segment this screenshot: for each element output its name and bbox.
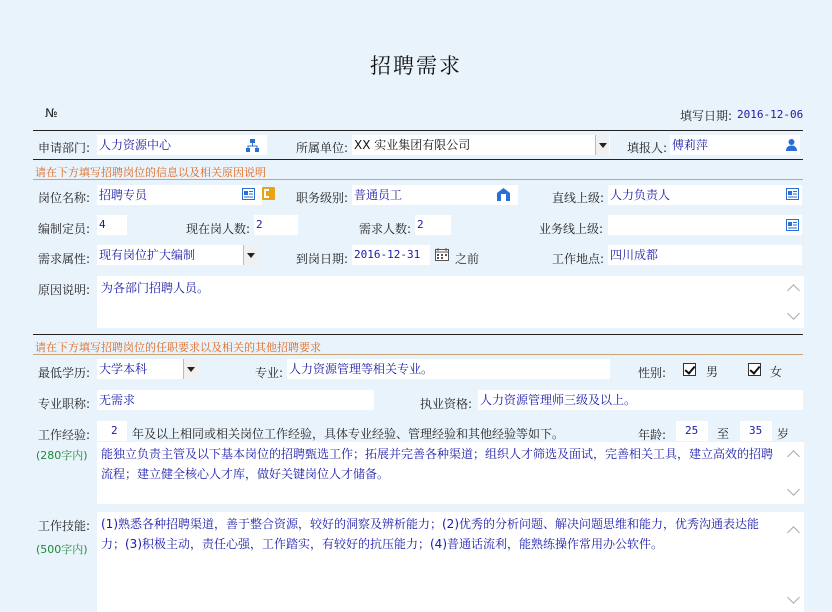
male-checkbox[interactable] bbox=[683, 363, 696, 376]
reporter-field[interactable]: 傅莉萍 bbox=[670, 135, 800, 155]
quota-field[interactable]: 4 bbox=[97, 215, 127, 235]
dept-field[interactable]: 人力资源中心 bbox=[97, 135, 267, 155]
gender-label: 性别: bbox=[638, 366, 667, 380]
unit-select[interactable]: XX 实业集团有限公司 bbox=[352, 135, 610, 155]
current-staff-label: 现在岗人数: bbox=[186, 222, 251, 236]
female-checkbox[interactable] bbox=[748, 363, 761, 376]
scroll-up-icon[interactable] bbox=[787, 450, 800, 463]
experience-textarea[interactable]: 能独立负责主管及以下基本岗位的招聘甄选工作；拓展并完善各种渠道；组织人才筛选及面试，完善相关工具，建立高效的招聘流程；建立健全核心人才库，做好关键岗位人才储备。 bbox=[97, 442, 804, 504]
age-to-field[interactable]: 35 bbox=[740, 421, 772, 441]
scroll-down-icon[interactable] bbox=[787, 591, 800, 604]
level-field[interactable]: 普通员工 bbox=[352, 185, 518, 205]
scroll-down-icon[interactable] bbox=[787, 483, 800, 496]
demand-attr-label: 需求属性: bbox=[38, 252, 91, 266]
level-label: 职务级别: bbox=[296, 191, 349, 205]
experience-limit-hint: (280字内) bbox=[36, 449, 88, 462]
position-label: 岗位名称: bbox=[38, 191, 91, 205]
experience-label: 工作经验: bbox=[38, 428, 91, 442]
section-hint-position: 请在下方填写招聘岗位的信息以及相关原因说明 bbox=[35, 166, 266, 179]
education-label: 最低学历: bbox=[38, 366, 91, 380]
education-select[interactable]: 大学本科 bbox=[97, 359, 197, 379]
education-dropdown-arrow[interactable] bbox=[183, 359, 197, 379]
scroll-down-icon[interactable] bbox=[787, 307, 800, 320]
dept-label: 申请部门: bbox=[38, 141, 91, 155]
experience-scrollbar[interactable] bbox=[786, 444, 802, 502]
experience-text: 年及以上相同或相关岗位工作经验，具体专业经验、管理经验和其他经验等如下。 bbox=[132, 427, 565, 441]
reason-label: 原因说明: bbox=[38, 283, 91, 297]
before-label: 之前 bbox=[455, 252, 480, 266]
demand-attr-select[interactable]: 现有岗位扩大编制 bbox=[97, 245, 257, 265]
fill-date-value: 2016-12-06 bbox=[737, 108, 804, 121]
skills-scrollbar[interactable] bbox=[786, 520, 802, 610]
select-list-icon[interactable] bbox=[786, 219, 799, 231]
divider bbox=[33, 130, 803, 131]
calendar-icon[interactable] bbox=[435, 248, 449, 261]
female-label: 女 bbox=[770, 365, 783, 379]
male-label: 男 bbox=[706, 365, 719, 379]
demand-attr-dropdown-arrow[interactable] bbox=[243, 245, 257, 265]
qualification-label: 执业资格: bbox=[420, 397, 473, 411]
divider bbox=[33, 159, 803, 160]
divider bbox=[33, 334, 803, 335]
biz-superior-field[interactable] bbox=[608, 215, 802, 235]
person-icon[interactable] bbox=[785, 138, 798, 151]
pro-title-field[interactable]: 无需求 bbox=[97, 390, 374, 410]
unit-label: 所属单位: bbox=[296, 141, 349, 155]
superior-field[interactable]: 人力负责人 bbox=[608, 185, 802, 205]
select-list-icon[interactable] bbox=[786, 188, 799, 200]
skills-label: 工作技能: bbox=[38, 519, 91, 533]
arrive-date-label: 到岗日期: bbox=[296, 252, 349, 266]
qualification-field[interactable]: 人力资源管理师三级及以上。 bbox=[478, 390, 803, 410]
divider bbox=[33, 179, 803, 180]
location-field[interactable]: 四川成都 bbox=[608, 245, 802, 265]
age-unit-label: 岁 bbox=[777, 427, 790, 441]
experience-years-field[interactable]: 2 bbox=[97, 421, 127, 441]
unit-dropdown-arrow[interactable] bbox=[595, 135, 609, 155]
reason-textarea[interactable]: 为各部门招聘人员。 bbox=[97, 276, 804, 328]
scroll-up-icon[interactable] bbox=[787, 284, 800, 297]
need-count-label: 需求人数: bbox=[359, 222, 412, 236]
age-from-field[interactable]: 25 bbox=[676, 421, 708, 441]
pro-title-label: 专业职称: bbox=[38, 397, 91, 411]
age-to-label: 至 bbox=[717, 427, 730, 441]
arrive-date-field[interactable]: 2016-12-31 bbox=[352, 245, 430, 265]
quota-label: 编制定员: bbox=[38, 222, 91, 236]
select-list-icon[interactable] bbox=[242, 188, 255, 200]
edit-position-icon[interactable] bbox=[262, 187, 275, 200]
fill-date-label: 填写日期: bbox=[680, 109, 733, 123]
reason-scrollbar[interactable] bbox=[786, 278, 802, 326]
current-staff-field[interactable]: 2 bbox=[254, 215, 298, 235]
major-field[interactable]: 人力资源管理等相关专业。 bbox=[287, 359, 610, 379]
age-label: 年龄: bbox=[638, 428, 667, 442]
position-field[interactable]: 招聘专员 bbox=[97, 185, 262, 205]
page-title: 招聘需求 bbox=[370, 54, 462, 78]
rank-icon[interactable] bbox=[497, 188, 510, 201]
number-label: № bbox=[45, 106, 58, 120]
superior-label: 直线上级: bbox=[552, 191, 605, 205]
location-label: 工作地点: bbox=[552, 252, 605, 266]
skills-textarea[interactable]: (1)熟悉各种招聘渠道，善于整合资源，较好的洞察及辨析能力；(2)优秀的分析问题、解决问题思维和能力，优秀沟通表达能力；(3)积极主动，责任心强，工作踏实，有较好的抗压能力；(4)普通话流利，能熟练操作常用办公软件。 bbox=[97, 512, 804, 612]
org-tree-icon[interactable] bbox=[246, 139, 259, 152]
section-hint-requirements: 请在下方填写招聘岗位的任职要求以及相关的其他招聘要求 bbox=[35, 341, 321, 354]
scroll-up-icon[interactable] bbox=[787, 526, 800, 539]
biz-superior-label: 业务线上级: bbox=[539, 222, 604, 236]
need-count-field[interactable]: 2 bbox=[415, 215, 451, 235]
skills-limit-hint: (500字内) bbox=[36, 543, 88, 556]
major-label: 专业: bbox=[255, 366, 284, 380]
divider bbox=[33, 354, 803, 355]
reporter-label: 填报人: bbox=[627, 141, 668, 155]
